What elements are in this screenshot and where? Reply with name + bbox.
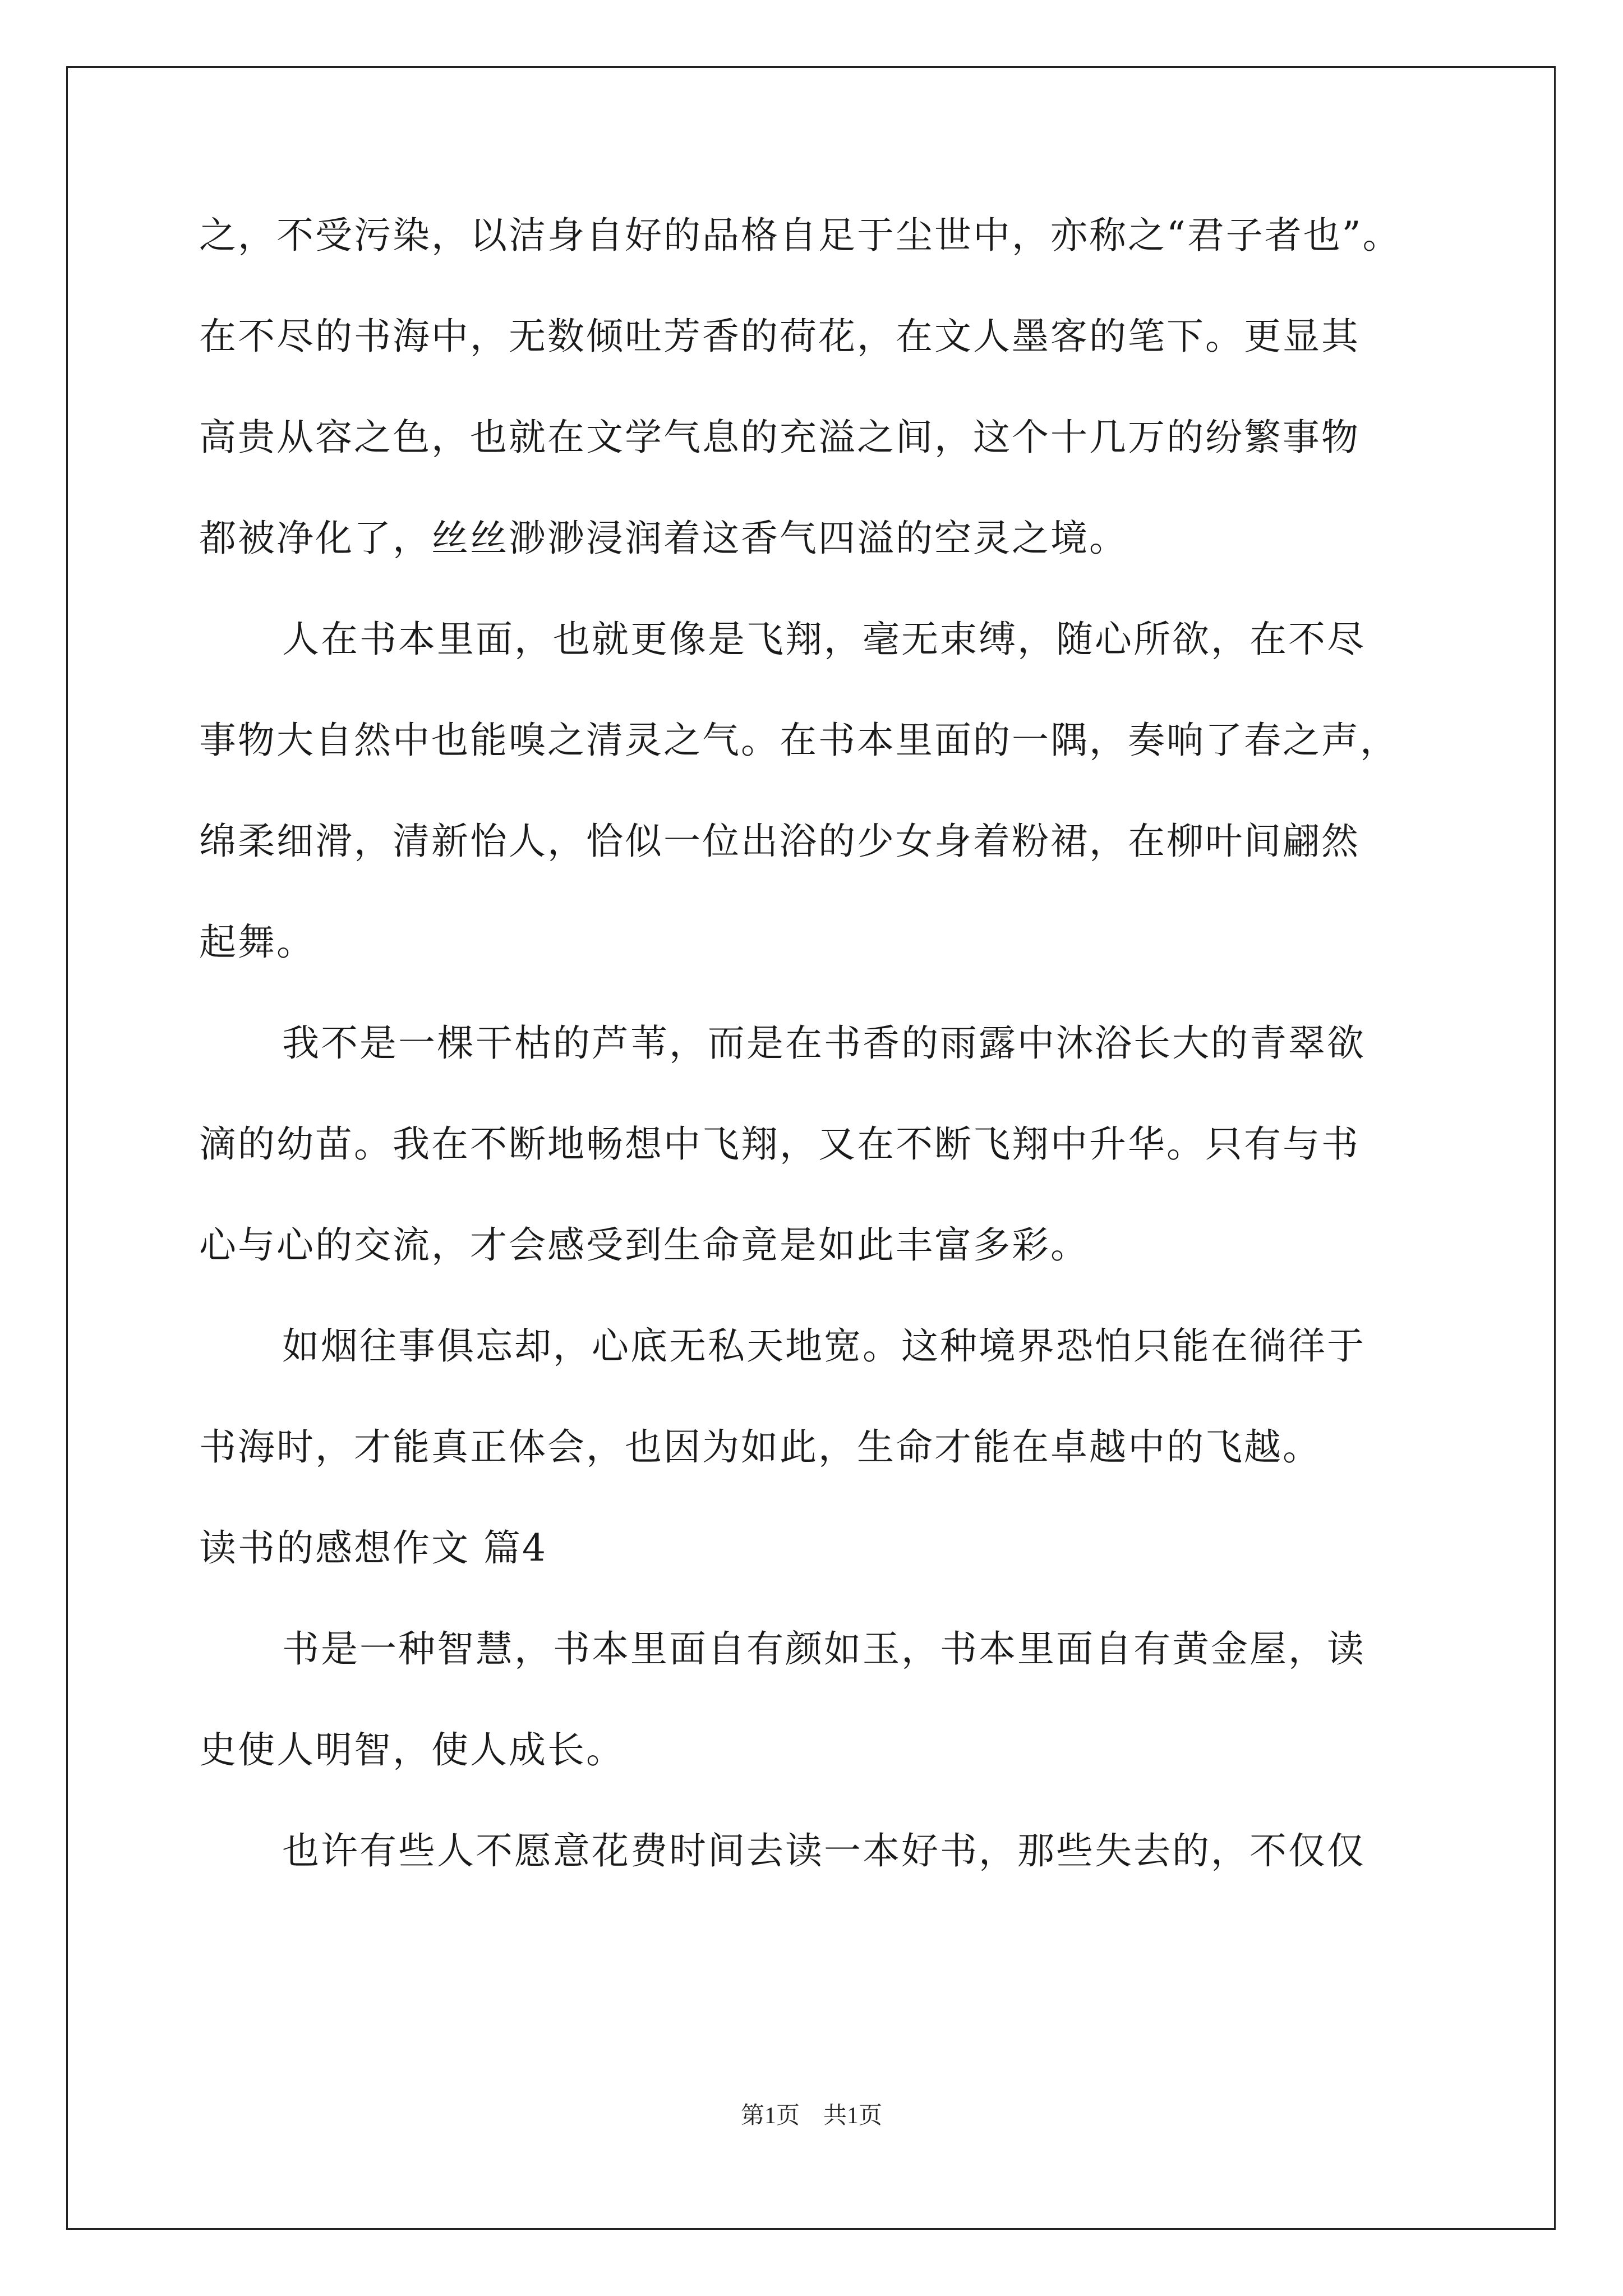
text-line: 都被净化了，丝丝渺渺浸润着这香气四溢的空灵之境。 <box>199 517 1128 560</box>
text-line: 如烟往事俱忘却，心底无私天地宽。这种境界恐怕只能在徜徉于 <box>282 1324 1366 1368</box>
page-footer: 第1页 共1页 <box>740 2103 882 2129</box>
section-heading: 读书的感想作文 篇4 <box>199 1526 547 1570</box>
text-line: 也许有些人不愿意花费时间去读一本好书，那些失去的，不仅仅 <box>282 1829 1366 1872</box>
text-line: 在不尽的书海中，无数倾吐芳香的荷花，在文人墨客的笔下。更显其 <box>199 315 1360 358</box>
text-line: 高贵从容之色，也就在文学气息的充溢之间，这个十几万的纷繁事物 <box>199 416 1360 459</box>
text-line: 史使人明智，使人成长。 <box>199 1728 625 1772</box>
text-line: 人在书本里面，也就更像是飞翔，毫无束缚，随心所欲，在不尽 <box>282 618 1366 661</box>
text-line: 我不是一棵干枯的芦苇，而是在书香的雨露中沐浴长大的青翠欲 <box>282 1022 1366 1065</box>
text-line: 书是一种智慧，书本里面自有颜如玉，书本里面自有黄金屋，读 <box>282 1627 1366 1671</box>
text-line: 滴的幼苗。我在不断地畅想中飞翔，又在不断飞翔中升华。只有与书 <box>199 1122 1360 1166</box>
text-line: 心与心的交流，才会感受到生命竟是如此丰富多彩。 <box>199 1223 1089 1267</box>
text-line: 事物大自然中也能嗅之清灵之气。在书本里面的一隅，奏响了春之声， <box>199 719 1399 762</box>
text-line: 绵柔细滑，清新怡人，恰似一位出浴的少女身着粉裙，在柳叶间翩然 <box>199 820 1360 863</box>
text-line: 起舞。 <box>199 921 315 964</box>
text-line: 之，不受污染，以洁身自好的品格自足于尘世中，亦称之“君子者也”。 <box>199 214 1401 257</box>
text-line: 书海时，才能真正体会，也因为如此，生命才能在卓越中的飞越。 <box>199 1425 1321 1469</box>
